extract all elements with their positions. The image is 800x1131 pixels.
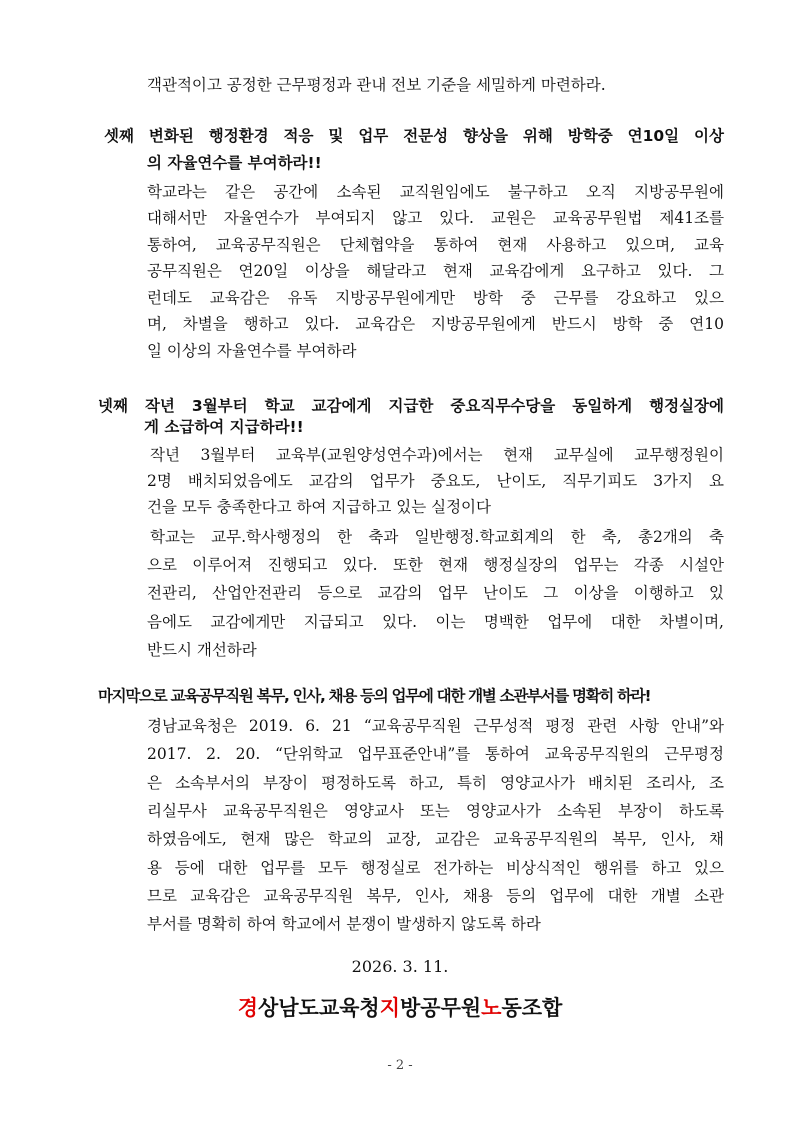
section5-body-line: 리실무사 교육공무직원은 영양교사 또는 영양교사가 소속된 부장이 하도록: [147, 802, 724, 820]
org-name-part-red: 경: [237, 996, 258, 1020]
org-name-part-red: 노: [481, 996, 502, 1020]
intro-line: 객관적이고 공정한 근무평정과 관내 전보 기준을 세밀하게 마련하라.: [147, 76, 606, 94]
section4-body-line: 음에도 교감에게만 지급되고 있다. 이는 명백한 업무에 대한 차별이며,: [147, 613, 724, 631]
section3-body-line: 며, 차별을 행하고 있다. 교육감은 지방공무원에게 반드시 방학 중 연10: [147, 315, 724, 333]
section5-heading: 마지막으로 교육공무직원 복무, 인사, 채용 등의 업무에 대한 개별 소관부서를 명확히 하라!: [98, 687, 651, 705]
org-name-part-red: 지: [379, 996, 400, 1020]
section4-body-line: 반드시 개선하라: [147, 641, 257, 659]
section3-body-line: 런데도 교육감은 유독 지방공무원에게만 방학 중 근무를 강요하고 있으: [147, 289, 724, 307]
section3-body-line: 공무직원은 연20일 이상을 해달라고 현재 교육감에게 요구하고 있다. 그: [147, 262, 724, 280]
section3-body-line: 대해서만 자율연수가 부여되지 않고 있다. 교원은 교육공무원법 제41조를: [147, 209, 724, 227]
section4-heading-line2: 게 소급하여 지급하라!!: [144, 418, 304, 436]
org-name-part: 방공무원: [400, 996, 482, 1020]
section5-body-line: 2017. 2. 20. “단위학교 업무표준안내”를 통하여 교육공무직원의 근무평정: [147, 745, 724, 763]
section5-body-line: 은 소속부서의 부장이 평정하도록 하고, 특히 영양교사가 배치된 조리사, 조: [147, 774, 724, 792]
section3-body-line: 학교라는 같은 공간에 소속된 교직원임에도 불구하고 오직 지방공무원에: [147, 183, 724, 201]
organization-name: [0, 992, 800, 1022]
org-name-part: 상남도교육청: [257, 996, 380, 1020]
page-number: - 2 -: [387, 1058, 413, 1073]
document-date: 2026. 3. 11.: [351, 957, 449, 976]
section3-heading-line2: 의 자율연수를 부여하라!!: [147, 154, 322, 172]
section4-body-line: 건을 모두 충족한다고 하여 지급하고 있는 실정이다: [147, 498, 491, 516]
section4-body-line: 학교는 교무.학사행정의 한 축과 일반행정.학교회계의 한 축, 총2개의 축: [150, 528, 724, 546]
section3-body-line: 일 이상의 자율연수를 부여하라: [147, 342, 357, 360]
org-name-part: 동조합: [501, 996, 563, 1020]
section3-body-line: 통하여, 교육공무직원은 단체협약을 통하여 현재 사용하고 있으며, 교육: [147, 236, 724, 254]
section5-body-line: 용 등에 대한 업무를 모두 행정실로 전가하는 비상식적인 행위를 하고 있으: [147, 859, 724, 877]
section5-body-line: 하였음에도, 현재 많은 학교의 교장, 교감은 교육공무직원의 복무, 인사, 채: [147, 830, 724, 848]
section5-body-line: 부서를 명확히 하여 학교에서 분쟁이 발생하지 않도록 하라: [147, 915, 541, 933]
section4-body-line: 2명 배치되었음에도 교감의 업무가 중요도, 난이도, 직무기피도 3가지 요: [147, 472, 724, 490]
section4-body-line: 전관리, 산업안전관리 등으로 교감의 업무 난이도 그 이상을 이행하고 있: [147, 584, 724, 602]
section3-heading-line1: 셋째 변화된 행정환경 적응 및 업무 전문성 향상을 위해 방학중 연10일 이상: [104, 127, 724, 145]
section5-body-line: 므로 교육감은 교육공무직원 복무, 인사, 채용 등의 업무에 대한 개별 소관: [147, 887, 724, 905]
section4-heading-line1: 넷째 작년 3월부터 학교 교감에게 지급한 중요직무수당을 동일하게 행정실장에: [98, 397, 724, 415]
section4-body-line: 작년 3월부터 교육부(교원양성연수과)에서는 현재 교무실에 교무행정원이: [150, 446, 724, 464]
section4-body-line: 으로 이루어져 진행되고 있다. 또한 현재 행정실장의 업무는 각종 시설안: [147, 556, 724, 574]
section5-body-line: 경남교육청은 2019. 6. 21 “교육공무직원 근무성적 평정 관련 사항 안내”와: [147, 717, 724, 735]
